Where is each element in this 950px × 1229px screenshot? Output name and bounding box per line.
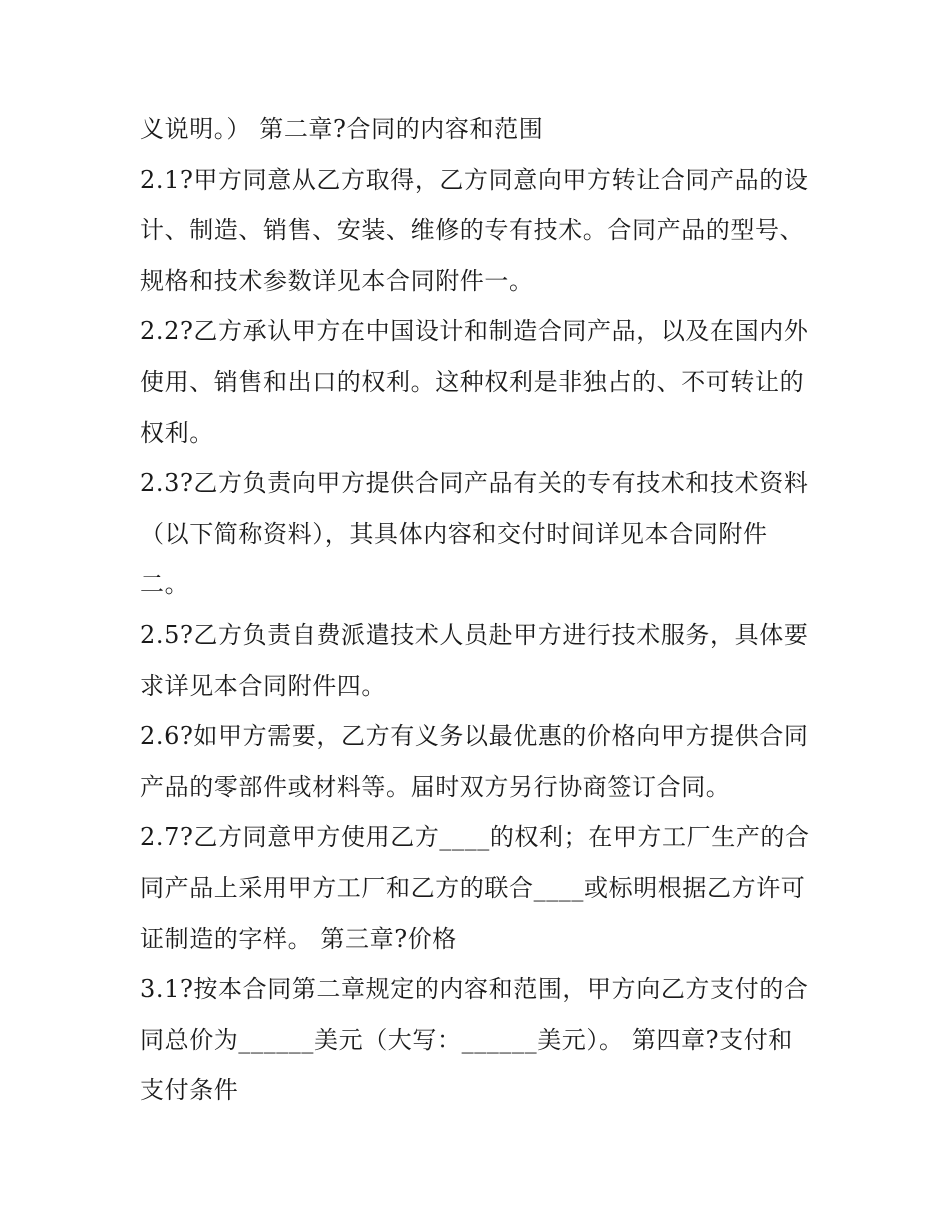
text-line: 证制造的字样。 第三章?价格 <box>140 924 457 953</box>
text-line: 使用、销售和出口的权利。这种权利是非独占的、不可转让的 <box>140 367 805 396</box>
text-line: 权利。 <box>140 418 214 447</box>
text-line: 支付条件 <box>140 1076 239 1105</box>
text-line: 2.1?甲方同意从乙方取得，乙方同意向甲方转让合同产品的设 <box>140 165 809 194</box>
text-line: 2.7?乙方同意甲方使用乙方____的权利；在甲方工厂生产的合 <box>140 823 810 852</box>
text-line: 2.6?如甲方需要，乙方有义务以最优惠的价格向甲方提供合同 <box>140 722 809 751</box>
text-line: 规格和技术参数详见本合同附件一。 <box>140 266 534 295</box>
document-body <box>140 104 830 1116</box>
text-line: 2.5?乙方负责自费派遣技术人员赴甲方进行技术服务，具体要 <box>140 620 809 649</box>
text-line: 二。 <box>140 570 190 599</box>
text-line: 2.3?乙方负责向甲方提供合同产品有关的专有技术和技术资料 <box>140 469 809 498</box>
text-line: 同产品上采用甲方工厂和乙方的联合____或标明根据乙方许可 <box>140 873 806 902</box>
text-line: 同总价为______美元（大写：______美元）。 第四章?支付和 <box>140 1025 793 1054</box>
text-line: 义说明。） 第二章?合同的内容和范围 <box>140 115 544 143</box>
text-line: 2.2?乙方承认甲方在中国设计和制造合同产品，以及在国内外 <box>140 317 809 346</box>
text-line: 求详见本合同附件四。 <box>140 671 386 700</box>
text-line: 产品的零部件或材料等。届时双方另行协商签订合同。 <box>140 772 731 801</box>
text-line: 3.1?按本合同第二章规定的内容和范围，甲方向乙方支付的合 <box>140 975 809 1004</box>
text-line: （以下简称资料），其具体内容和交付时间详见本合同附件 <box>140 519 768 548</box>
text-line: 计、制造、销售、安装、维修的专有技术。合同产品的型号、 <box>140 216 805 245</box>
